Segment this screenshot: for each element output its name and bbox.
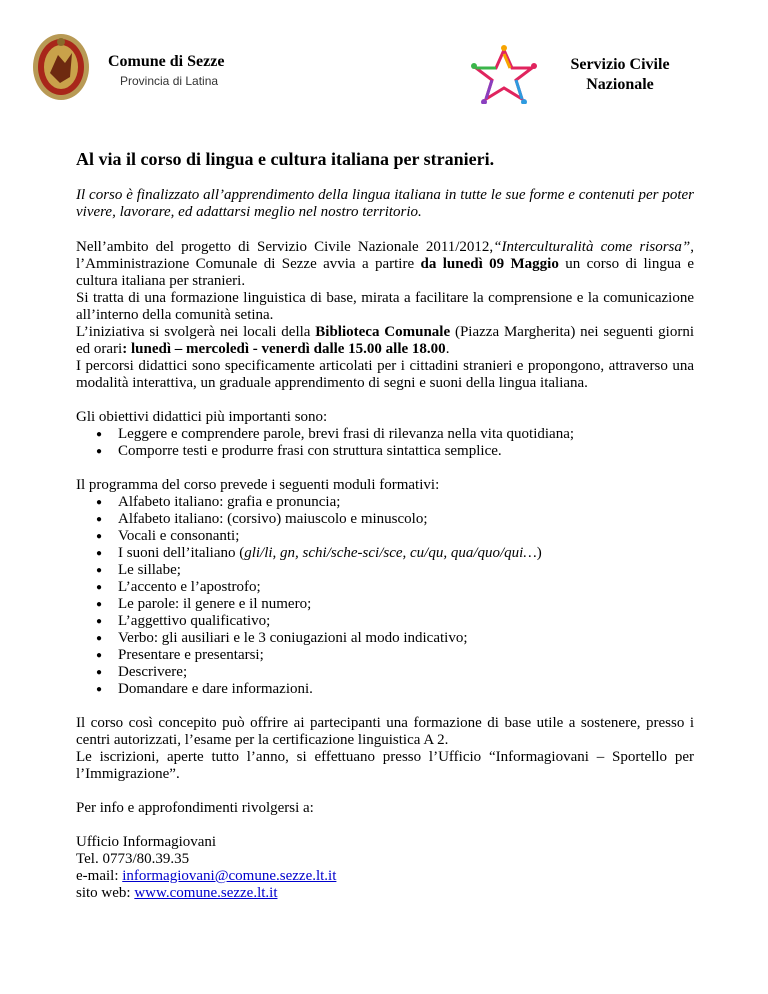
website-link[interactable]: www.comune.sezze.lt.it xyxy=(134,885,278,901)
municipal-crest-icon xyxy=(32,33,90,101)
contact-email xyxy=(76,868,694,885)
list-item: ● Comporre testi e produrre frasi con struttura sintattica semplice. xyxy=(118,443,694,460)
letterhead xyxy=(0,0,768,120)
location-name: Biblioteca Comunale xyxy=(315,324,451,340)
document-body xyxy=(76,148,694,902)
text-run: ) xyxy=(536,545,542,561)
list-item: ● Le parole: il genere e il numero; xyxy=(118,596,694,613)
list-item: ● Alfabeto italiano: (corsivo) maiuscolo e minuscolo; xyxy=(118,511,694,528)
email-link[interactable]: informagiovani@comune.sezze.lt.it xyxy=(122,868,337,884)
list-item: ● Alfabeto italiano: grafia e pronuncia; xyxy=(118,494,694,511)
text-run: . xyxy=(445,341,450,357)
spacer xyxy=(76,817,694,834)
text-run: , l’Amministrazione Comunale di Sezze avvia a partire xyxy=(76,239,694,272)
text-run: I suoni dell’italiano ( xyxy=(118,545,245,561)
servizio-civile-title xyxy=(560,55,680,95)
start-date: da lunedì 09 Maggio xyxy=(420,256,559,272)
list-item: ● Vocali e consonanti; xyxy=(118,528,694,545)
list-item: ● Presentare e presentarsi; xyxy=(118,647,694,664)
spacer xyxy=(76,783,694,800)
text-run: L’iniziativa si svolgerà nei locali della xyxy=(76,324,316,340)
website-label: sito web: xyxy=(76,885,135,901)
spacer xyxy=(76,392,694,409)
paragraph-training: Si tratta di una formazione linguistica di base, mirata a facilitare la comprensione e la comunicazione all’interno della comunità setina. xyxy=(76,290,694,323)
spacer xyxy=(76,698,694,715)
province-name: Provincia di Latina xyxy=(120,74,219,88)
paragraph-project xyxy=(76,239,694,290)
objectives-heading: Gli obiettivi didattici più importanti sono: xyxy=(76,409,328,425)
list-item: ● Leggere e comprendere parole, brevi frasi di rilevanza nella vita quotidiana; xyxy=(118,426,694,443)
list-item: ● L’accento e l’apostrofo; xyxy=(118,579,694,596)
program-heading: Il programma del corso prevede i seguenti moduli formativi: xyxy=(76,477,440,493)
list-item: ● Verbo: gli ausiliari e le 3 coniugazioni al modo indicativo; xyxy=(118,630,694,647)
paragraph-certification: Il corso così concepito può offrire ai partecipanti una formazione di base utile a sostenere, presso i centri autorizzati, l’esame per la certificazione linguistica A 2. xyxy=(76,715,694,748)
list-item: ● L’aggettivo qualificativo; xyxy=(118,613,694,630)
page-title: Al via il corso di lingua e cultura italiana per stranieri. xyxy=(76,149,495,169)
paragraph-location xyxy=(76,324,694,358)
municipality-name: Comune di Sezze xyxy=(108,53,225,70)
contact-phone: Tel. 0773/80.39.35 xyxy=(76,851,190,867)
servizio-civile-star-logo-icon xyxy=(470,44,538,104)
intro-paragraph: Il corso è finalizzato all’apprendimento della lingua italiana in tutte le sue forme e contenuti per poter vivere, lavorare, ed adattarsi meglio nel nostro territorio. xyxy=(76,187,694,220)
contact-website xyxy=(76,885,694,902)
text-run: un corso di lingua e cultura italiana per stranieri. xyxy=(76,256,695,289)
text-run: Nell’ambito del progetto di Servizio Civile Nazionale 2011/2012, xyxy=(76,239,494,255)
servizio-line2: Nazionale xyxy=(586,76,654,93)
text-run: (Piazza Margherita) nei seguenti giorni ed orari xyxy=(76,324,694,357)
servizio-line1: Servizio Civile xyxy=(570,56,670,73)
paragraph-method: I percorsi didattici sono specificamente articolati per i cittadini stranieri e propongono, attraverso una modalità interattiva, un graduale apprendimento di segni e suoni della lingua italiana. xyxy=(76,358,694,391)
list-item: ● Descrivere; xyxy=(118,664,694,681)
sounds-examples: gli/li, gn, schi/sche-sci/sce, cu/qu, qua/quo/qui… xyxy=(244,545,537,561)
list-item: ● Le sillabe; xyxy=(118,562,694,579)
project-name: “Interculturalità come risorsa” xyxy=(493,239,691,255)
schedule: : lunedì – mercoledì - venerdì dalle 15.00 alle 18.00 xyxy=(122,341,446,357)
email-label: e-mail: xyxy=(76,868,123,884)
paragraph-enrollment: Le iscrizioni, aperte tutto l’anno, si effettuano presso l’Ufficio “Informagiovani – Sportello per l’Immigrazione”. xyxy=(76,749,694,782)
list-item xyxy=(118,545,694,562)
objectives-list xyxy=(76,426,694,460)
info-line: Per info e approfondimenti rivolgersi a: xyxy=(76,800,314,816)
contact-office: Ufficio Informagiovani xyxy=(76,834,217,850)
spacer xyxy=(76,460,694,477)
list-item: ● Domandare e dare informazioni. xyxy=(118,681,694,698)
program-list xyxy=(76,494,694,698)
